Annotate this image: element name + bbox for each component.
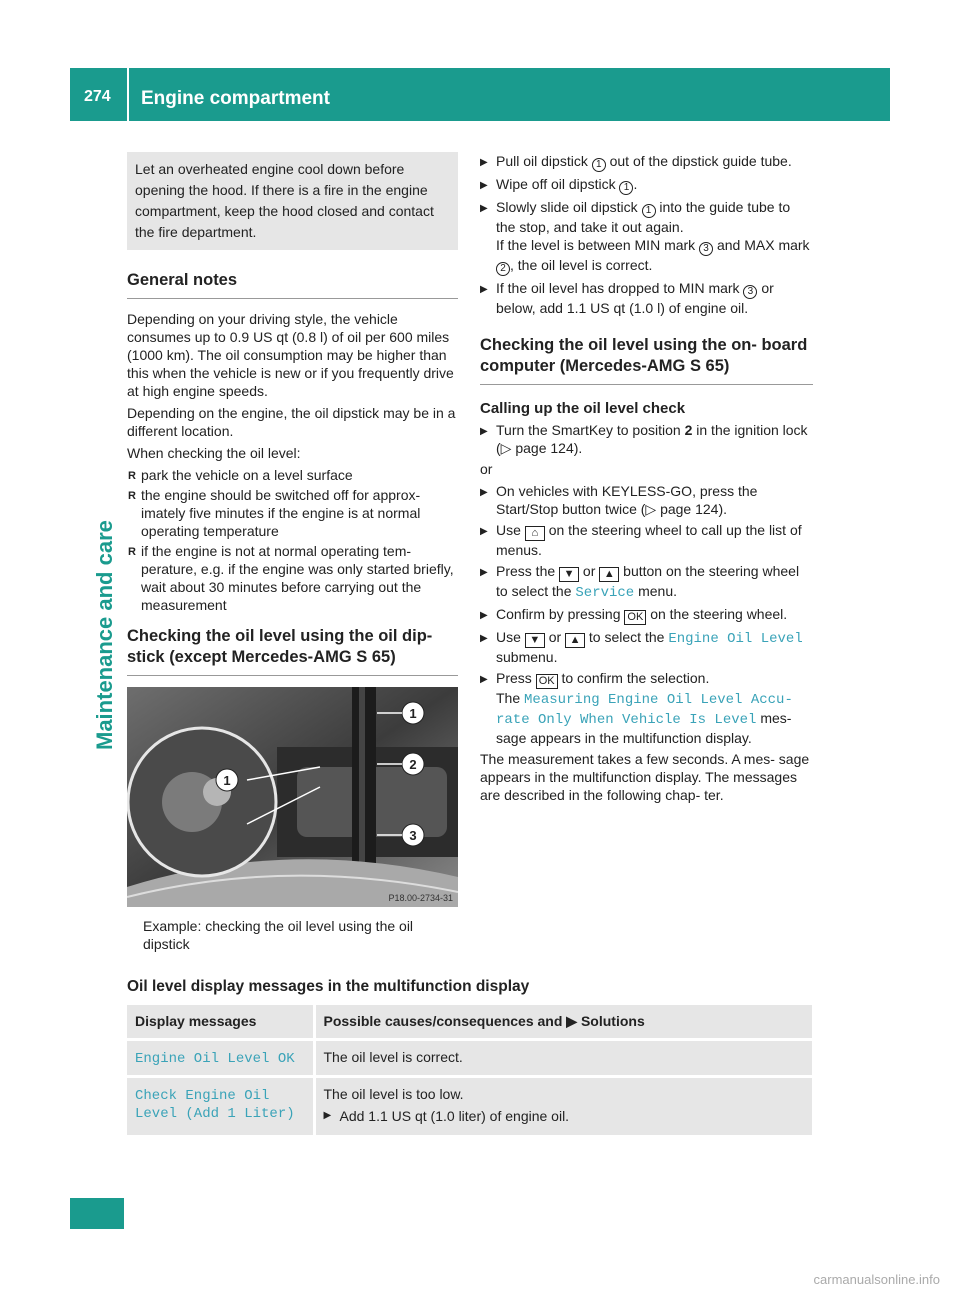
step-add-oil: ▶ If the oil level has dropped to MIN mark 3 or below, add 1.1 US qt (1.0 l) of engine oil. (480, 279, 813, 317)
callout-ref-1: 1 (592, 158, 606, 172)
oil-messages-table (127, 1005, 812, 1135)
down-arrow-icon: ▼ (559, 567, 579, 582)
header-divider (127, 68, 129, 121)
page-ref-icon: ▷ (645, 501, 657, 517)
dipstick-location-paragraph: Depending on the engine, the oil dipstick may be in a different location. (127, 405, 456, 439)
col-header-causes: Possible causes/consequences and ▶ Solutions (314, 1005, 812, 1040)
callout-ref-3: 3 (743, 285, 757, 299)
row-text: The oil level is correct. (323, 1049, 463, 1065)
measuring-message-label: Measuring Engine Oil Level Accu- rate Only When Vehicle Is Level (496, 692, 793, 728)
callout-ref-1: 1 (619, 181, 633, 195)
step-pull-dipstick: ▶ Pull oil dipstick 1 out of the dipstick guide tube. (480, 152, 813, 172)
col-header-messages: Display messages (127, 1005, 314, 1040)
callout-ref-1: 1 (642, 204, 656, 218)
list-item: R the engine should be switched off for approx- imately five minutes if the engine is at normal operating temperature (127, 486, 458, 540)
amg-heading: Checking the oil level using the on- board computer (Mercedes-AMG S 65) (480, 335, 813, 385)
down-arrow-icon: ▼ (525, 633, 545, 648)
callout-ref-2: 2 (496, 262, 510, 276)
page-number: 274 (84, 88, 111, 105)
step-slide-dipstick: ▶ Slowly slide oil dipstick 1 into the guide tube to the stop, and take it out again. If the level is between MIN mark 3 and MAX mark 2 , the oil level is correct. (480, 198, 813, 276)
table-header-row (127, 1005, 812, 1040)
list-item: R park the vehicle on a level surface (127, 466, 458, 484)
up-arrow-icon: ▲ (599, 567, 619, 582)
step-confirm-ok: ▶ Confirm by pressing OK on the steering wheel. (480, 605, 813, 625)
callout-1-right: 1 (409, 706, 417, 721)
general-notes-paragraph: Depending on your driving style, the vehicle consumes up to 0.9 US qt (0.8 l) of oil per 600 miles (1000 km). The oil consumption may be higher than this when the vehicle is new or if you frequently drive at high engine speeds. (127, 311, 454, 399)
table-title: Oil level display messages in the multifunction display (127, 978, 530, 995)
or-text: or (480, 461, 493, 477)
engine-dipstick-photo (127, 687, 458, 907)
table-row (127, 1040, 812, 1077)
ok-key-icon: OK (624, 610, 646, 625)
measurement-note: The measurement takes a few seconds. A mes- sage appears in the multifunction display. The messages are described in the following chap- ter. (480, 751, 810, 803)
callout-2: 2 (409, 757, 417, 772)
left-column (127, 152, 458, 953)
step-turn-smartkey: ▶ Turn the SmartKey to position 2 in the ignition lock (▷ page 124). (480, 421, 813, 457)
step-home-button: ▶ Use ⌂ on the steering wheel to call up the list of menus. (480, 521, 813, 559)
ok-key-icon: OK (536, 674, 558, 689)
photo-caption: Example: checking the oil level using the oil dipstick (143, 918, 414, 952)
callout-ref-3: 3 (699, 242, 713, 256)
step-press-ok: ▶ Press OK to confirm the selection. The Measuring Engine Oil Level Accu- rate Only When Vehicle Is Level mes- sage appears in the multifunction display. (480, 669, 813, 747)
watermark: carmanualsonline.info (813, 1272, 940, 1287)
step-wipe-dipstick: ▶ Wipe off oil dipstick 1 . (480, 175, 813, 195)
general-notes-heading: General notes (127, 270, 458, 299)
section-marker (70, 1198, 124, 1229)
arrow-icon: ▶ (566, 1013, 578, 1029)
dipstick-heading: Checking the oil level using the oil dip- stick (except Mercedes-AMG S 65) (127, 626, 458, 676)
list-item: R if the engine is not at normal operating tem- perature, e.g. if the engine was only started briefly, wait about 30 minutes before carrying out the measurement (127, 542, 458, 614)
right-column (480, 152, 813, 808)
display-message: Engine Oil Level OK (135, 1051, 295, 1067)
section-side-label: Maintenance and care (92, 520, 117, 750)
table-row (127, 1077, 812, 1136)
calling-heading: Calling up the oil level check (480, 400, 686, 417)
checking-intro: When checking the oil level: (127, 445, 301, 461)
step-select-submenu: ▶ Use ▼ or ▲ to select the Engine Oil Level submenu. (480, 628, 813, 666)
home-icon: ⌂ (525, 526, 545, 541)
row-text: The oil level is too low. (323, 1086, 464, 1102)
row-step: ▶ Add 1.1 US qt (1.0 liter) of engine oil. (324, 1108, 805, 1124)
step-keyless-go: ▶ On vehicles with KEYLESS-GO, press the Start/Stop button twice (▷ page 124). (480, 482, 813, 518)
page-ref-icon: ▷ (500, 440, 512, 456)
step-select-service: ▶ Press the ▼ or ▲ button on the steering wheel to select the Service menu. (480, 562, 813, 602)
callout-1-left: 1 (223, 773, 231, 788)
engine-photo-illustration (127, 687, 458, 907)
engine-oil-level-label: Engine Oil Level (668, 631, 803, 647)
page-title: Engine compartment (141, 88, 330, 109)
callout-3: 3 (409, 828, 417, 843)
service-menu-label: Service (575, 585, 635, 601)
up-arrow-icon: ▲ (565, 633, 585, 648)
photo-code: P18.00-2734-31 (388, 893, 453, 903)
display-message: Check Engine Oil Level (Add 1 Liter) (135, 1088, 295, 1122)
warning-box: Let an overheated engine cool down before opening the hood. If there is a fire in the engine compartment, keep the hood closed and contact the fire department. (127, 152, 458, 250)
